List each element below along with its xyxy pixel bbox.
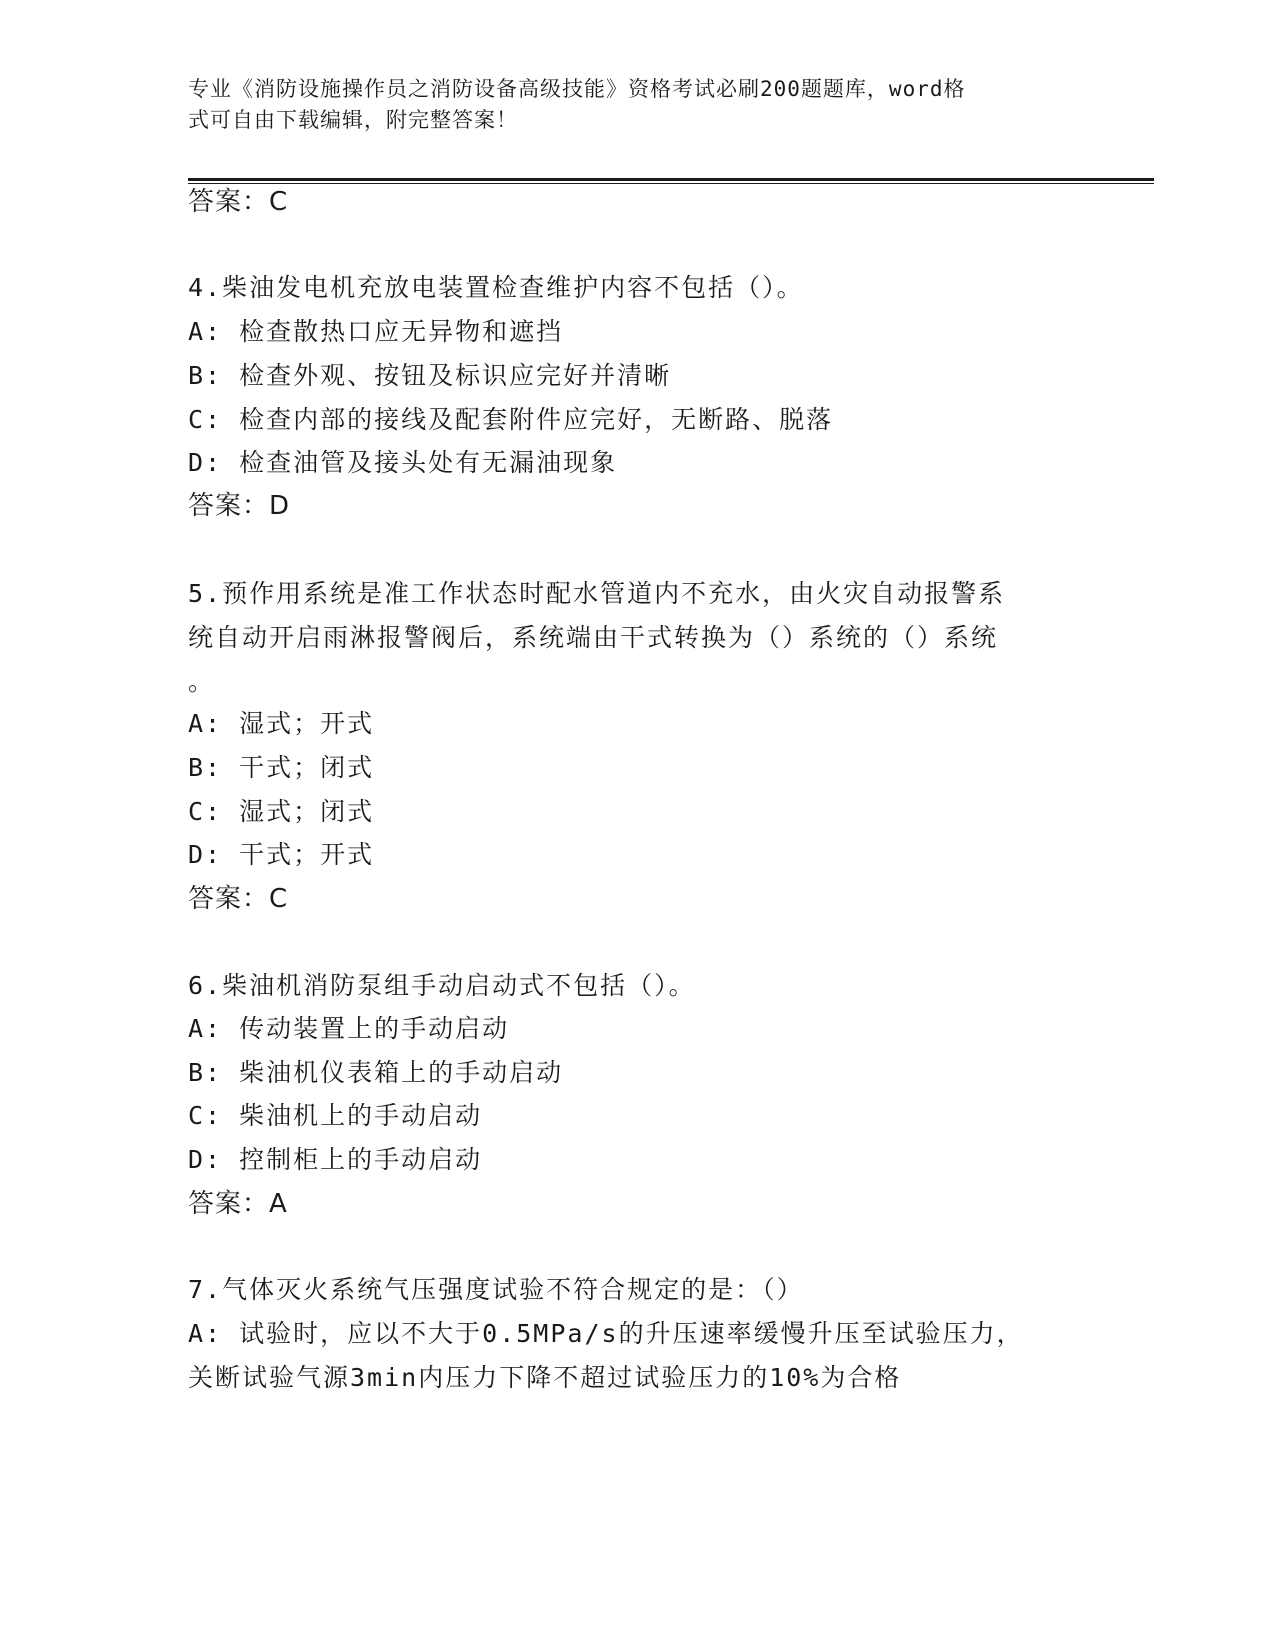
option-b: B: 检查外观、按钮及标识应完好并清晰 xyxy=(188,361,672,390)
question-stem: 4.柴油发电机充放电装置检查维护内容不包括（）。 xyxy=(188,273,804,302)
question-stem-line-2: 统自动开启雨淋报警阀后，系统端由干式转换为（）系统的（）系统 xyxy=(188,623,999,652)
option-c: C: 柴油机上的手动启动 xyxy=(188,1101,483,1130)
option-c: C: 检查内部的接线及配套附件应完好，无断路、脱落 xyxy=(188,405,834,434)
previous-answer: 答案：C xyxy=(188,187,289,217)
header-rule-thin xyxy=(188,183,1154,184)
header-line-2: 式可自由下载编辑，附完整答案！ xyxy=(188,108,518,132)
question-stem: 7.气体灭火系统气压强度试验不符合规定的是：（） xyxy=(188,1275,804,1304)
option-d: D: 控制柜上的手动启动 xyxy=(188,1145,483,1174)
question-stem-line-1: 5.预作用系统是准工作状态时配水管道内不充水，由火灾自动报警系 xyxy=(188,579,1006,608)
option-d: D: 检查油管及接头处有无漏油现象 xyxy=(188,448,618,477)
header-rule-thick xyxy=(188,178,1154,181)
option-a-continued: 关断试验气源3min内压力下降不超过试验压力的10%为合格 xyxy=(188,1363,902,1392)
header-line-1: 专业《消防设施操作员之消防设备高级技能》资格考试必刷200题题库，word格 xyxy=(188,77,966,101)
option-a: A: 检查散热口应无异物和遮挡 xyxy=(188,317,564,346)
question-stem-line-3: 。 xyxy=(188,667,216,696)
answer: 答案：D xyxy=(188,491,291,521)
option-d: D: 干式；开式 xyxy=(188,840,375,869)
document-header xyxy=(188,74,1068,136)
answer: 答案：A xyxy=(188,1189,288,1219)
option-a: A: 湿式；开式 xyxy=(188,709,375,738)
option-b: B: 干式；闭式 xyxy=(188,753,375,782)
question-stem: 6.柴油机消防泵组手动启动式不包括（）。 xyxy=(188,971,696,1000)
option-c: C: 湿式；闭式 xyxy=(188,797,375,826)
answer: 答案：C xyxy=(188,884,289,914)
option-a: A: 试验时，应以不大于0.5MPa/s的升压速率缓慢升压至试验压力， xyxy=(188,1319,1024,1348)
option-a: A: 传动装置上的手动启动 xyxy=(188,1014,510,1043)
option-b: B: 柴油机仪表箱上的手动启动 xyxy=(188,1058,564,1087)
